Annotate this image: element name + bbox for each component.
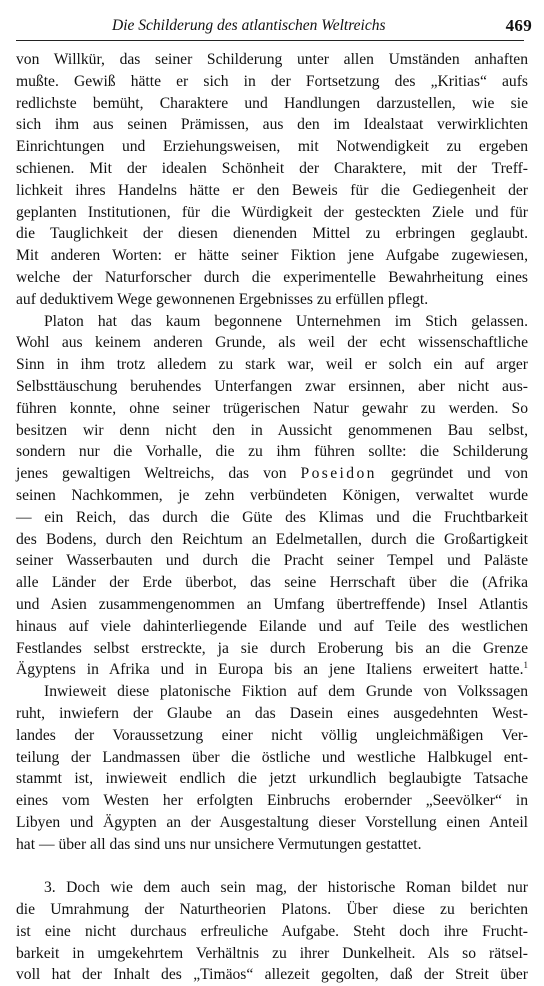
section-gap (16, 855, 528, 877)
name-poseidon: Poseidon (300, 465, 377, 483)
text-line: lichkeit ihres Handelns hätte er den Beweis für die Gediegenheit der (16, 181, 528, 199)
text-line: hinaus auf viele dahinterliegende Eilande und auf Teile des westlichen (16, 617, 528, 635)
text-line: mußte. Gewiß hätte er sich in der Fortsetzung des „Kritias“ aufs (16, 72, 528, 90)
text-line: auf deduktivem Wege gewonnenen Ergebnisses zu erfüllen pflegt. (16, 290, 429, 308)
text-line: eines vom Westen her erfolgten Einbruchs erobernder „Seevölker“ in (16, 792, 528, 810)
body-text (16, 49, 528, 986)
page-number: 469 (505, 16, 532, 35)
running-header (20, 13, 534, 39)
text-line: hat — über all das sind uns nur unsichere Vermutungen gestattet. (16, 835, 422, 853)
text-line: von Willkür, das seiner Schilderung unter allen Umständen anhaften (16, 51, 528, 68)
text-fragment: Ägyptens in Afrika und in Europa bis an jene Italiens erweitert hatte. (16, 661, 524, 679)
text-line: — ein Reich, das durch die Güte des Klimas und die Fruchtbarkeit (16, 508, 528, 526)
text-line: seinen Nachkommen, je zehn verbündeten Königen, verwaltet wurde (16, 486, 528, 504)
text-line: teilung der Landmassen über die östliche und westliche Halbkugel ent- (16, 748, 528, 766)
text-line: besitzen wir denn nicht den in Aussicht genommenen Bau selbst, (16, 421, 528, 439)
text-line-with-footnote (16, 659, 528, 681)
text-line: redlichste bemüht, Charaktere und Handlungen darzustellen, wie sie (16, 94, 528, 112)
text-line: voll hat der Inhalt des „Timäos“ allezeit gegolten, daß der Streit über (16, 966, 528, 984)
text-line: Mit anderen Worten: er hätte seiner Fiktion jene Aufgabe zugewiesen, (16, 247, 528, 265)
text-line: Wohl aus keinem anderen Grunde, als weil der echt wissenschaftliche (16, 334, 528, 352)
text-line: ist eine nicht durchaus erfreuliche Aufgabe. Steht doch ihre Frucht- (16, 922, 528, 940)
text-fragment: jenes gewaltigen Weltreichs, das von (16, 465, 301, 483)
running-title: Die Schilderung des atlantischen Weltreichs (112, 17, 386, 34)
text-line: welche der Naturforscher durch die experimentelle Bewahrheitung eines (16, 268, 528, 286)
text-line: landes der Voraussetzung einer nicht völlig ungleichmäßigen Ver- (16, 726, 528, 744)
text-line: Einrichtungen und Erziehungsweisen, mit Notwendigkeit zu ergeben (16, 138, 528, 156)
text-line: Libyen und Ägypten an der Ausgestaltung dieser Vorstellung einen Anteil (16, 813, 528, 831)
text-line: 3. Doch wie dem auch sein mag, der historische Roman bildet nur (44, 879, 528, 897)
text-line: Sinn in ihm trotz alledem zu stark war, weil er solch ein auf arger (16, 356, 528, 374)
text-line: Selbsttäuschung beruhendes Unterfangen zwar ersinnen, aber nicht aus- (16, 377, 528, 395)
footnote-marker[interactable]: 1 (523, 660, 528, 671)
text-line: Platon hat das kaum begonnene Unternehmen im Stich gelassen. (44, 312, 528, 330)
text-line: schienen. Mit der idealen Schönheit der Charaktere, mit der Treff- (16, 159, 528, 177)
text-line: alle Länder der Erde überbot, das seine Herrschaft über die (Afrika (16, 574, 528, 592)
text-line: stammt ist, inwieweit endlich die jetzt urkundlich beglaubigte Tatsache (16, 770, 528, 788)
text-line: barkeit in umgekehrtem Verhältnis zu ihrer Dunkelheit. Als so rätsel- (16, 944, 528, 962)
header-rule (16, 40, 524, 41)
text-line: die Tauglichkeit der diesen dienenden Mittel zu erbringen geglaubt. (16, 225, 528, 243)
text-line: ruht, inwiefern der Glaube an das Dasein eines ausgedehnten West- (16, 704, 528, 722)
text-line: des Bodens, durch den Reichtum an Edelmetallen, durch die Großartigkeit (16, 530, 528, 548)
text-line: die Umrahmung der Naturtheorien Platons. Über diese zu berichten (16, 901, 528, 919)
text-line: Festlandes selbst erstreckte, ja sie durch Eroberung bis an die Grenze (16, 639, 528, 657)
text-line: führen konnte, ohne seiner trügerischen Natur gewahr zu werden. So (16, 399, 528, 417)
text-fragment: gegründet und von (376, 465, 528, 483)
text-line-poseidon (16, 463, 528, 485)
text-line: Inwieweit diese platonische Fiktion auf dem Grunde von Volkssagen (44, 683, 528, 701)
text-line: und Asien zusammengenommen an Umfang übertreffende) Insel Atlantis (16, 595, 528, 613)
text-line: seiner Wasserbauten und durch die Pracht seiner Tempel und Paläste (16, 552, 528, 570)
text-line: sondern nur die Vorhalle, die zu ihm führen sollte: die Schilderung (16, 443, 528, 461)
text-line: geplanten Institutionen, für die Würdigkeit der gesteckten Ziele und für (16, 203, 528, 221)
text-line: sich ihm aus seinen Prämissen, aus den im Idealstaat verwirklichten (16, 116, 528, 134)
